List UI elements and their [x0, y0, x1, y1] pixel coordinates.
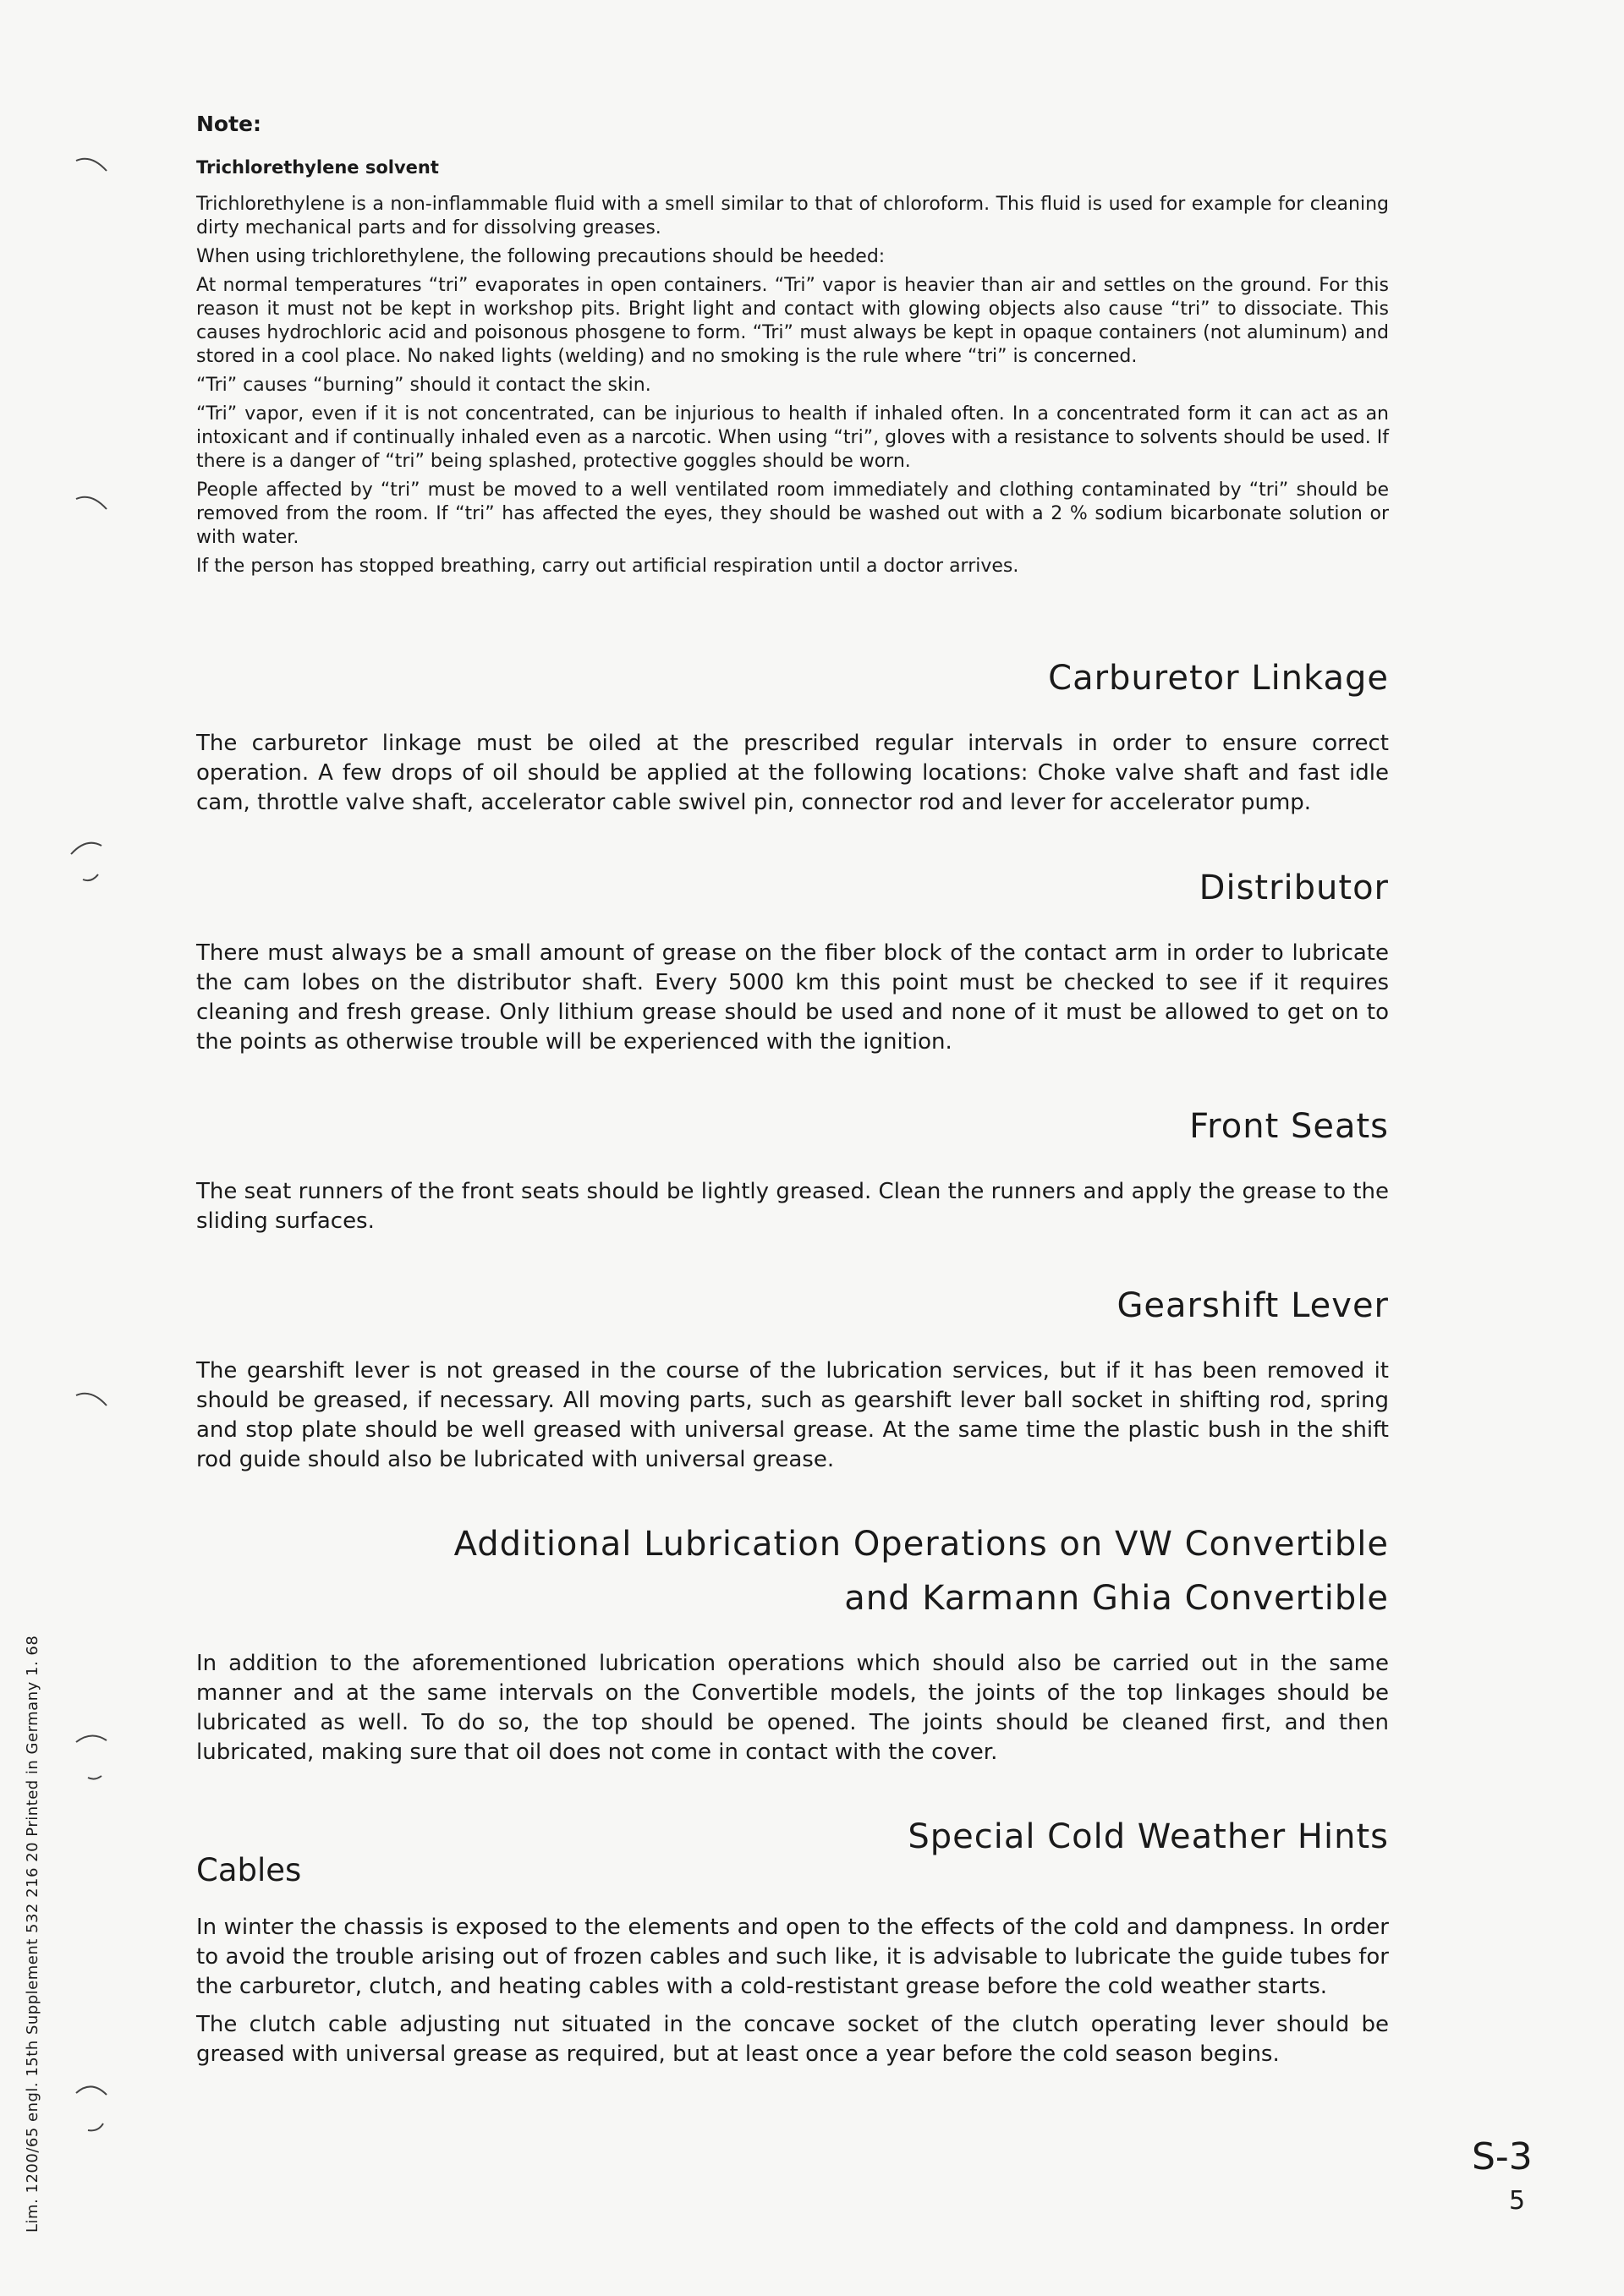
note-title: Note: [196, 112, 262, 136]
section-heading: Gearshift Lever [1116, 1286, 1389, 1325]
section-heading: Special Cold Weather Hints [908, 1817, 1389, 1856]
binder-hole-mark [73, 490, 110, 550]
binder-hole-mark [68, 829, 105, 888]
binder-hole-mark [73, 152, 110, 211]
note-paragraph: “Tri” vapor, even if it is not concentrated, can be injurious to health if inhaled often. In a concentrated form it can act as an intoxicant and if continually inhaled even as a narcotic. When using “tri”, gloves with a resistance to solvents should be used. If there is a danger of “tri” being splashed, protective goggles should be worn. [196, 403, 1389, 472]
note-body [196, 193, 1389, 584]
section-heading: Front Seats [1189, 1107, 1389, 1146]
section-heading-line-1: Additional Lubrication Operations on VW Convertible [453, 1525, 1389, 1564]
note-paragraph: People affected by “tri” must be moved to a well ventilated room immediately and clothing contaminated by “tri” should be removed from the room. If “tri” has affected the eyes, they should be washed out with a 2 % sodium bicarbonate solution or with water. [196, 479, 1389, 548]
note-subtitle: Trichlorethylene solvent [196, 157, 439, 178]
section-text: The clutch cable adjusting nut situated in the concave socket of the clutch operating lever should be greased with universal grease as required, but at least once a year before the cold season begins. [196, 2012, 1389, 2067]
binder-hole-mark [73, 1725, 110, 1784]
binder-hole-mark [73, 2076, 110, 2135]
note-paragraph: If the person has stopped breathing, carry out artificial respiration until a doctor arrives. [196, 556, 1019, 577]
page-number: 5 [1509, 2186, 1526, 2216]
page-section-id: S-3 [1472, 2135, 1533, 2178]
section-text: In winter the chassis is exposed to the elements and open to the effects of the cold and dampness. In order to avoid the trouble arising out of frozen cables and such like, it is advisable to lubricate the guide tubes for the carburetor, clutch, and heating cables with a cold-restistant grease before the cold weather starts. [196, 1915, 1389, 1999]
section-convertible-lubrication [196, 1517, 1389, 1776]
section-distributor [196, 861, 1389, 1066]
section-heading: Distributor [1199, 869, 1389, 907]
section-text: In addition to the aforementioned lubrication operations which should also be carried out in the same manner and at the same intervals on the Convertible models, the joints of the top linkages should be lubricated as well. To do so, the top should be opened. The joints should be cleaned first, and then lubricated, making sure that oil does not come in contact with the cover. [196, 1651, 1389, 1765]
cold-weather-body [196, 1913, 1389, 2078]
section-text: The carburetor linkage must be oiled at the prescribed regular intervals in order to ensure correct operation. A few drops of oil should be applied at the following locations: Choke valve shaft and fast idle cam, throttle valve shaft, accelerator cable swivel pin, connector rod and lever for accelerator pump. [196, 731, 1389, 815]
section-cold-weather-hints [196, 1810, 1389, 1864]
cables-subheading: Cables [196, 1852, 302, 1888]
section-front-seats [196, 1099, 1389, 1245]
section-heading: Carburetor Linkage [1048, 659, 1389, 698]
section-carburetor-linkage [196, 651, 1389, 826]
section-text: The seat runners of the front seats should be lightly greased. Clean the runners and apply the grease to the sliding surfaces. [196, 1179, 1389, 1234]
binder-hole-mark [73, 1387, 110, 1446]
note-paragraph: “Tri” causes “burning” should it contact the skin. [196, 375, 651, 396]
note-paragraph: At normal temperatures “tri” evaporates in open containers. “Tri” vapor is heavier than air and settles on the ground. For this reason it must not be kept in workshop pits. Bright light and contact with glowing objects also cause “tri” to dissociate. This causes hydrochloric acid and poisonous phosgene to form. “Tri” must always be kept in opaque containers (not aluminum) and stored in a cool place. No naked lights (welding) and no smoking is the rule where “tri” is concerned. [196, 275, 1389, 367]
section-gearshift-lever [196, 1279, 1389, 1483]
section-text: The gearshift lever is not greased in the course of the lubrication services, but if it has been removed it should be greased, if necessary. All moving parts, such as gearshift lever ball socket in shifting rod, spring and stop plate should be well greased with universal grease. At the same time the plastic bush in the shift rod guide should also be lubricated with universal grease. [196, 1358, 1389, 1472]
note-paragraph: Trichlorethylene is a non-inflammable fluid with a smell similar to that of chloroform. This fluid is used for example for cleaning dirty mechanical parts and for dissolving greases. [196, 194, 1389, 238]
section-text: There must always be a small amount of grease on the fiber block of the contact arm in order to lubricate the cam lobes on the distributor shaft. Every 5000 km this point must be checked to see if it requires cleaning and fresh grease. Only lithium grease should be used and none of it must be allowed to get on to the points as otherwise trouble will be experienced with the ignition. [196, 940, 1389, 1055]
note-paragraph: When using trichlorethylene, the following precautions should be heeded: [196, 246, 886, 267]
section-heading-line-2: and Karmann Ghia Convertible [844, 1579, 1389, 1618]
printer-imprint: Lim. 1200/65 engl. 15th Supplement 532 216 20 Printed in Germany 1. 68 [24, 1635, 41, 2233]
